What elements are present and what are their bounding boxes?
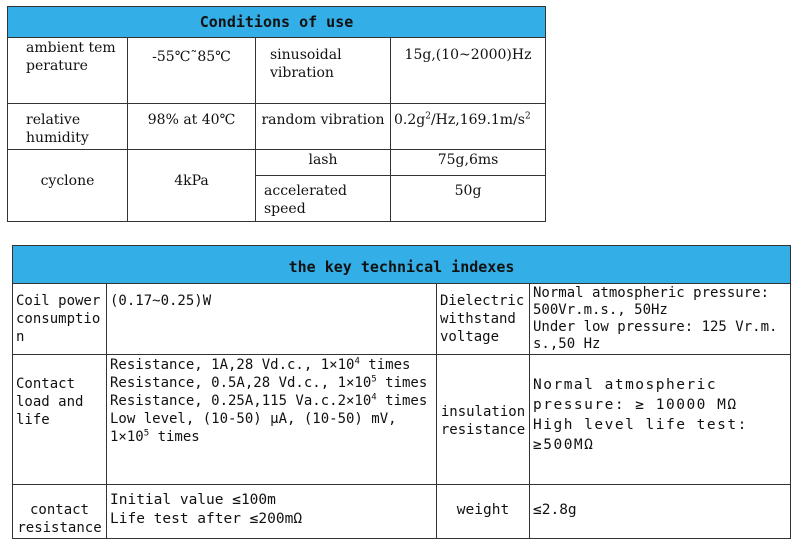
sinusoidal-label: sinusoidal vibration xyxy=(256,38,391,104)
dielectric-value: Normal atmospheric pressure: 500Vr.m.s., 50Hz Under low pressure: 125 Vr.m. s.,50 Hz xyxy=(530,284,791,355)
accel-label: accelerated speed xyxy=(256,176,391,222)
humidity-value: 98% at 40℃ xyxy=(128,104,256,150)
insulation-value: Normal atmospheric pressure: ≥ 10000 MΩ High level life test: ≥500MΩ xyxy=(530,355,791,485)
indexes-title: the key technical indexes xyxy=(13,246,791,284)
lash-value: 75g,6ms xyxy=(391,150,546,176)
cyclone-label: cyclone xyxy=(8,150,128,222)
contact-label: Contact load and life xyxy=(13,355,107,485)
coil-value: (0.17~0.25)W xyxy=(107,284,437,355)
conditions-title: Conditions of use xyxy=(8,7,546,38)
ambient-temperature-value: -55℃˜85℃ xyxy=(128,38,256,104)
random-value: $0.2g^2/Hz,169.1m/s^2$ xyxy=(391,104,546,150)
weight-value: ≤2.8g xyxy=(530,485,791,539)
conditions-table xyxy=(7,6,546,222)
insulation-label: insulation resistance xyxy=(437,355,530,485)
cyclone-value: 4kPa xyxy=(128,150,256,222)
weight-label: weight xyxy=(437,485,530,539)
sinusoidal-value: 15g,(10~2000)Hz xyxy=(391,38,546,104)
ambient-temperature-label: ambient temperature xyxy=(8,38,128,104)
lash-label: lash xyxy=(256,150,391,176)
humidity-label: relative humidity xyxy=(8,104,128,150)
accel-value: 50g xyxy=(391,176,546,222)
contact-value: Resistance, 1A,28 Vd.c., $1\times 10^4$ times Resistance, 0.5A,28 Vd.c., $1\times 10^5$ times Resistance, 0.25A,115 $Va.c.2\times 10^4$ times Low level, (10-50) μA, (10-50) mV, $1\times 10^5$ times xyxy=(107,355,437,485)
dielectric-label: Dielectric withstand voltage xyxy=(437,284,530,355)
contact-resistance-value: Initial value ≤100m Life test after ≤200mΩ xyxy=(107,485,437,539)
indexes-table xyxy=(12,245,791,539)
coil-label: Coil power consumption xyxy=(13,284,107,355)
random-label: random vibration xyxy=(256,104,391,150)
contact-resistance-label: contact resistance xyxy=(13,485,107,539)
